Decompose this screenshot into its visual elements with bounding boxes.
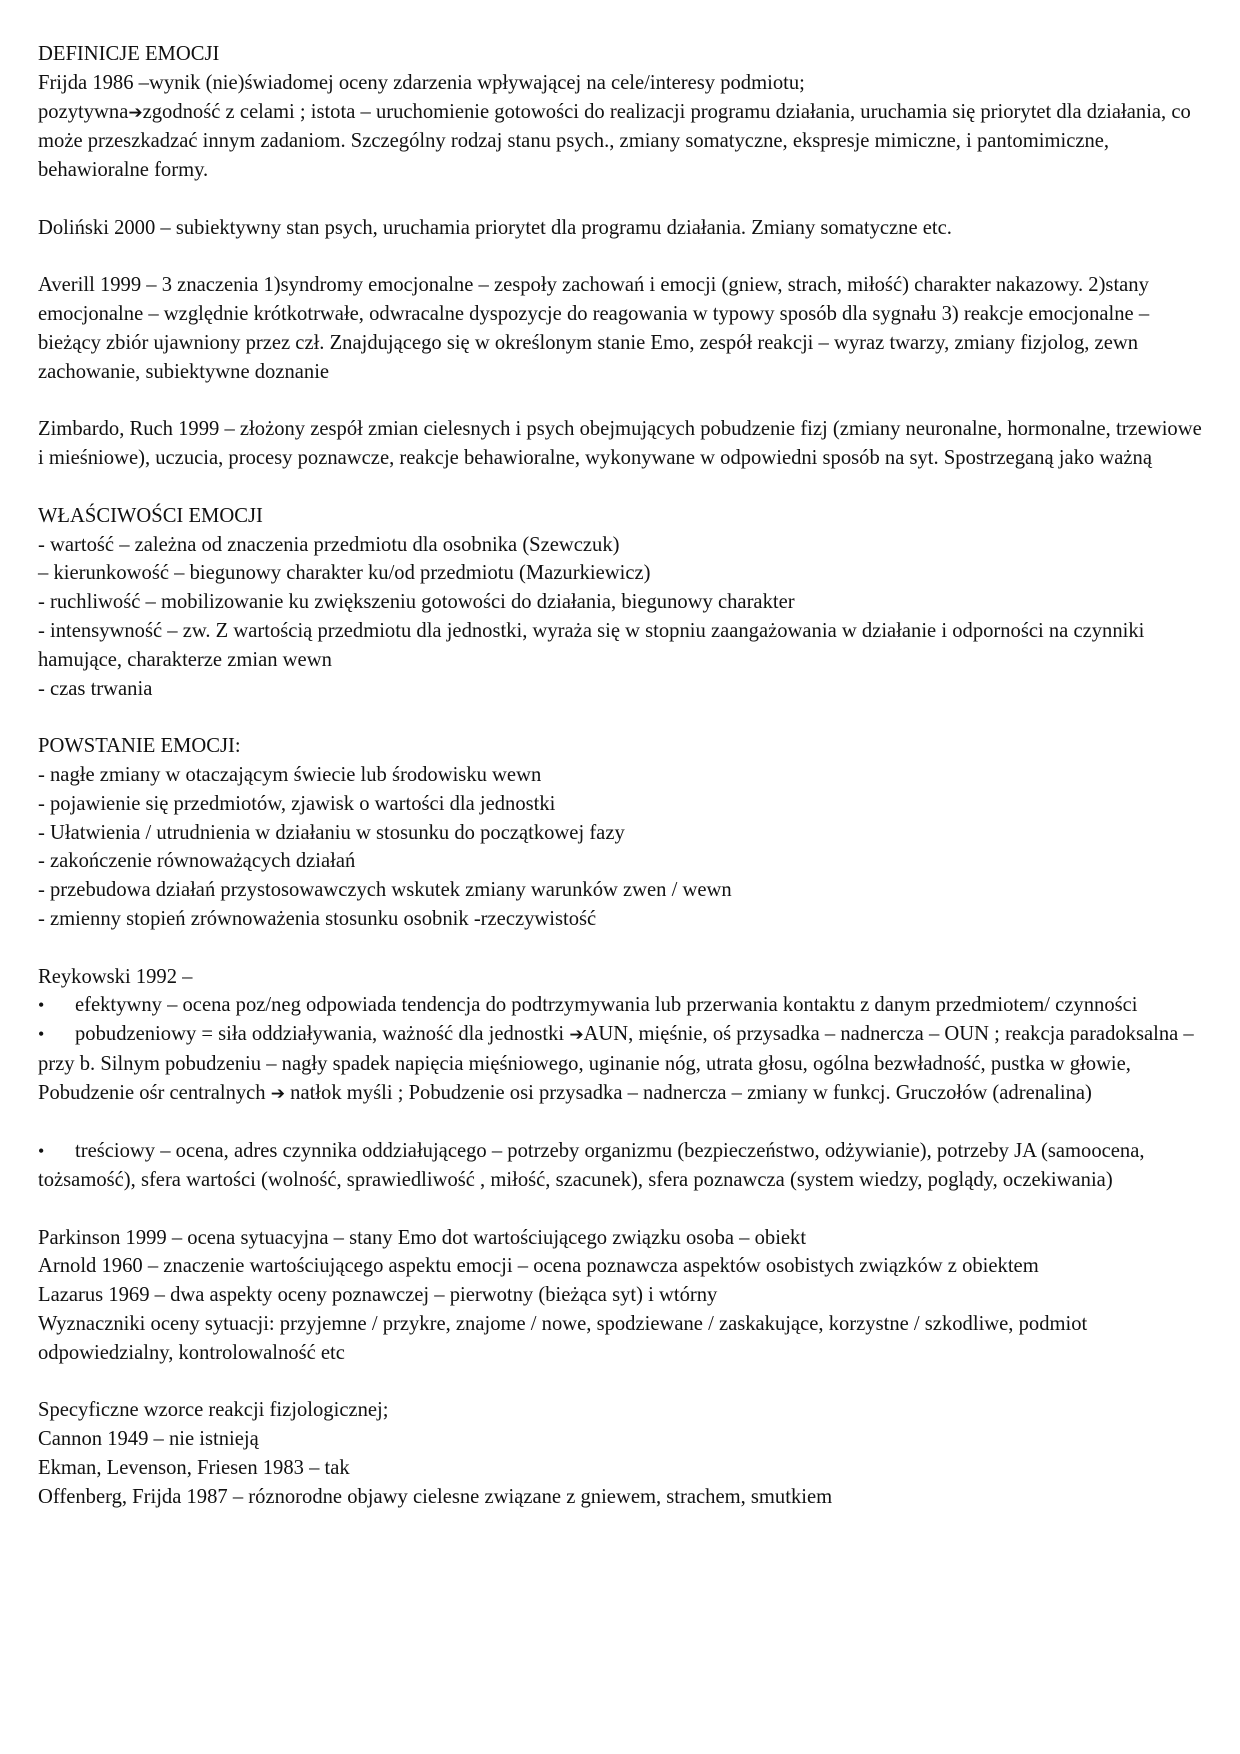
reykowski-bullet-content (38, 1137, 1208, 1195)
definition-frijda-continued (38, 98, 1208, 185)
origin-item: - przebudowa działań przystosowawczych wskutek zmiany warunków zwen / wewn (38, 879, 732, 902)
reykowski-arousal-prefix: pobudzeniowy = siła oddziaływania, ważność dla jednostki (75, 1023, 570, 1046)
property-item: - wartość – zależna od znaczenia przedmiotu dla osobnika (Szewczuk) (38, 533, 620, 556)
appraisal-arnold: Arnold 1960 – znaczenie wartościującego aspektu emocji – ocena poznawcza aspektów osobistych związków z obiektem (38, 1255, 1039, 1278)
definition-averill: Averill 1999 – 3 znaczenia 1)syndromy emocjonalne – zespoły zachowań i emocji (gniew, strach, miłość) charakter nakazowy. 2)stany emocjonalne – względnie krótkotrwałe, odwracalne dyspozycje do reagowania w typowy sposób dla sygnału 3) reakcje emocjonalne – bieżący zbiór ujawniony przez czł. Znajdującego się w określonym stanie Emo, zespół reakcji – wyraz twarzy, zmiany fizjolog, zewn zachowanie, subiektywne doznanie (38, 274, 1150, 383)
appraisal-determinants: Wyznaczniki oceny sytuacji: przyjemne / przykre, znajome / nowe, spodziewane / zaskakujące, korzystne / szkodliwe, podmiot odpowiedzialny, kontrolowalność etc (38, 1313, 1088, 1364)
property-item: - ruchliwość – mobilizowanie ku zwiększeniu gotowości do działania, biegunowy charakter (38, 591, 795, 614)
property-item: – kierunkowość – biegunowy charakter ku/od przedmiotu (Mazurkiewicz) (38, 562, 651, 585)
section-heading-reykowski: Reykowski 1992 – (38, 965, 193, 988)
reykowski-arousal-text: AUN, mięśnie, oś przysadka – nadnercza – OUN ; reakcja paradoksalna – przy b. Silnym pobudzeniu – nagły spadek napięcia mięśniowego, uginanie nóg, utrata głosu, ogólna bezwładność, pustka w głowie, (38, 1023, 1194, 1075)
arrow-right-icon: ➔ (128, 102, 143, 123)
physiology-offenberg: Offenberg, Frijda 1987 – róznorodne objawy cielesne związane z gniewem, strachem, smutkiem (38, 1485, 833, 1508)
bullet-icon: • (38, 1141, 45, 1162)
arrow-right-icon: ➔ (569, 1025, 584, 1046)
reykowski-effective-text: efektywny – ocena poz/neg odpowiada tendencja do podtrzymywania lub przerwania kontaktu z danym przedmiotem/ czynności (75, 994, 1138, 1017)
section-heading-properties: WŁAŚCIWOŚCI EMOCJI (38, 504, 263, 527)
arrow-right-icon: ➔ (270, 1083, 285, 1104)
property-item: - czas trwania (38, 677, 153, 700)
section-heading-definitions: DEFINICJE EMOCJI (38, 43, 220, 65)
origin-item: - zakończenie równoważących działań (38, 850, 356, 873)
reykowski-arousal-centers (38, 1079, 1208, 1109)
definition-dolinski: Doliński 2000 – subiektywny stan psych, uruchamia priorytet dla programu działania. Zmiany somatyczne etc. (38, 216, 952, 239)
appraisal-parkinson: Parkinson 1999 – ocena sytuacyjna – stany Emo dot wartościującego związku osoba – obiekt (38, 1226, 807, 1249)
definition-zimbardo: Zimbardo, Ruch 1999 – złożony zespół zmian cielesnych i psych obejmujących pobudzenie fizj (zmiany neuronalne, hormonalne, trzewiowe i mieśniowe), uczucia, procesy poznawcze, reakcje behawioralne, wykonywane w odpowiedni sposób na syt. Spostrzeganą jako ważną (38, 418, 1202, 470)
section-heading-origin: POWSTANIE EMOCJI: (38, 735, 241, 758)
frijda-continued-text: zgodność z celami ; istota – uruchomienie gotowości do realizacji programu działania, uruchamia się priorytet dla działania, co może przeszkadzać innym zadaniom. Szczególny rodzaj stanu psych., zmiany somatyczne, ekspresje mimiczne, i pantomimiczne, behawioralne formy. (38, 100, 1191, 182)
origin-item: - pojawienie się przedmiotów, zjawisk o wartości dla jednostki (38, 792, 556, 815)
section-heading-physiology: Specyficzne wzorce reakcji fizjologicznej; (38, 1399, 389, 1422)
physiology-ekman: Ekman, Levenson, Friesen 1983 – tak (38, 1457, 350, 1480)
physiology-cannon: Cannon 1949 – nie istnieją (38, 1428, 259, 1451)
origin-item: - nagłe zmiany w otaczającym świecie lub środowisku wewn (38, 763, 542, 786)
origin-item: - Ułatwienia / utrudnienia w działaniu w stosunku do początkowej fazy (38, 821, 625, 844)
document-page (38, 40, 1208, 1512)
bullet-icon: • (38, 1024, 45, 1045)
bullet-icon: • (38, 995, 45, 1016)
reykowski-bullet-effective (38, 991, 1208, 1020)
arousal-centers-prefix: Pobudzenie ośr centralnych (38, 1081, 271, 1104)
reykowski-bullet-arousal (38, 1020, 1208, 1079)
property-item: - intensywność – zw. Z wartością przedmiotu dla jednostki, wyraża się w stopniu zaangażowania w działanie i odporności na czynniki hamujące, charakterze zmian wewn (38, 619, 1145, 671)
definition-frijda: Frijda 1986 –wynik (nie)świadomej oceny zdarzenia wpływającej na cele/interesy podmiotu; (38, 71, 805, 94)
arousal-centers-text: natłok myśli ; Pobudzenie osi przysadka – nadnercza – zmiany w funkcj. Gruczołów (adrenalina) (285, 1081, 1092, 1104)
origin-item: - zmienny stopień zrównoważenia stosunku osobnik -rzeczywistość (38, 907, 597, 930)
frijda-positive-label: pozytywna (38, 100, 129, 123)
appraisal-lazarus: Lazarus 1969 – dwa aspekty oceny poznawczej – pierwotny (bieżąca syt) i wtórny (38, 1284, 718, 1307)
reykowski-content-text: treściowy – ocena, adres czynnika oddziałującego – potrzeby organizmu (bezpieczeństwo, odżywianie), potrzeby JA (samoocena, tożsamość), sfera wartości (wolność, sprawiedliwość , miłość, szacunek), sfera poznawcza (system wiedzy, poglądy, oczekiwania) (38, 1140, 1145, 1192)
